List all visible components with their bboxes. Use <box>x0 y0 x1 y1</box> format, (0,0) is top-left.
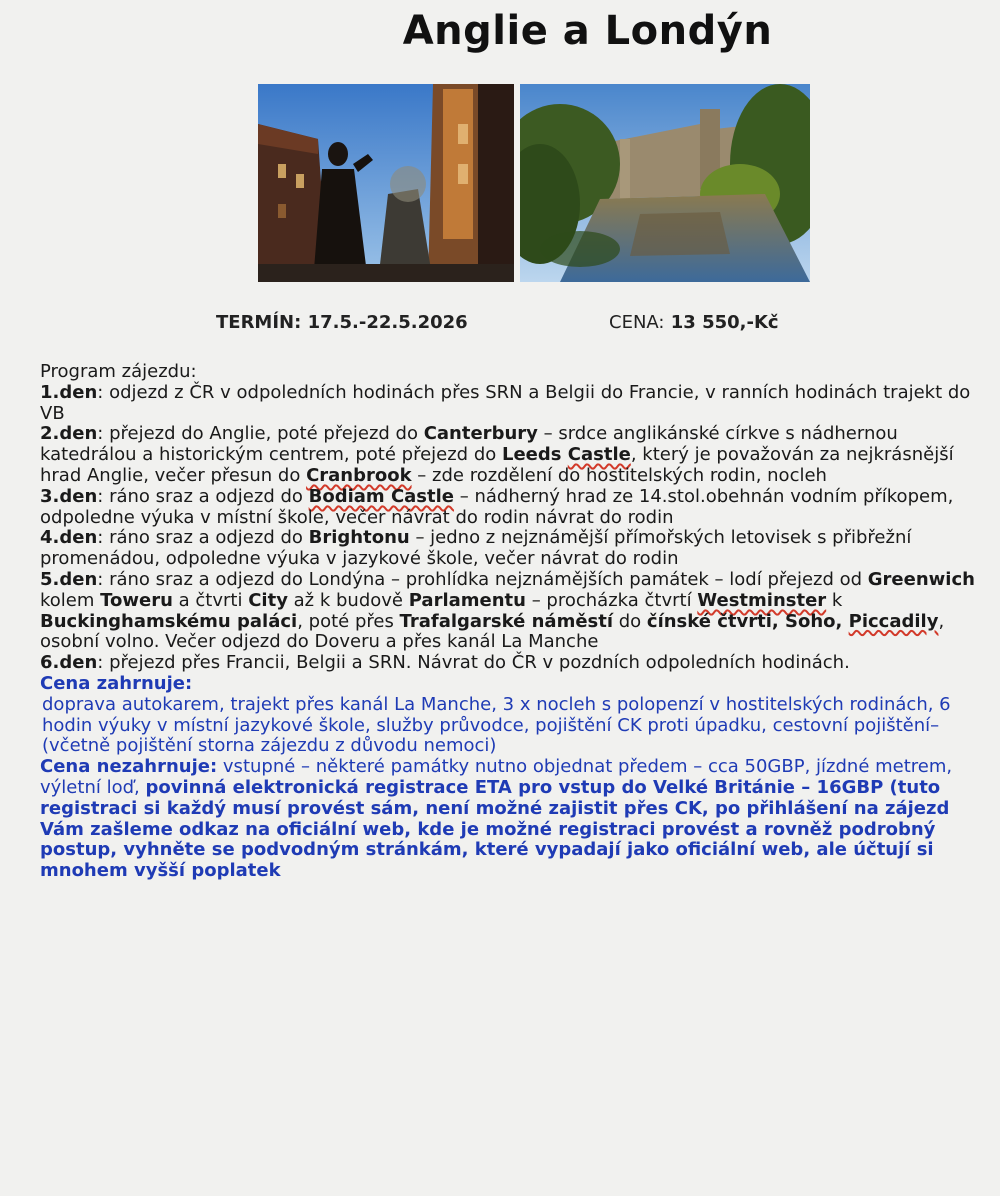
parlamentu: Parlamentu <box>408 589 526 611</box>
price-block <box>609 312 779 333</box>
includes-text: doprava autokarem, trajekt přes kanál La Manche, 3 x nocleh s polopenzí v hostitelských rodinách, 6 hodin výuky v místní jazykové škole, služby průvodce, pojištění CK proti úpadku, cestovní pojištění– (včetně pojištění storna zájezdu z důvodu nemoci) <box>42 693 951 757</box>
day-3-label: 3.den <box>40 485 98 507</box>
includes-heading: Cena zahrnuje: <box>40 672 193 694</box>
day-5-text-a: : ráno sraz a odjezd do Londýna – prohlídka nejznámějších památek – lodí přejezd od <box>97 568 868 590</box>
day-5-text-c: a čtvrti <box>172 589 249 611</box>
westminster: Westminster <box>697 589 827 611</box>
terms-row <box>216 312 990 333</box>
day-4-text-b: – jedno z nejznámější přímořských letovisek s přibřežní promenádou, odpoledne výuka v jazykové škole, večer návrat do rodin <box>40 527 912 570</box>
cena-value: 13 550,-Kč <box>670 312 779 333</box>
day-4-text-a: : ráno sraz a odjezd do <box>97 527 309 549</box>
day-5-text-h: do <box>613 610 647 632</box>
day-4-label: 4.den <box>40 527 98 549</box>
day-2-text-c: , který je považován za nejkrásnější hrad Anglie, večer přesun do <box>40 444 954 486</box>
day-5-text-g: , poté přes <box>297 610 400 632</box>
castle-river-photo <box>520 84 810 282</box>
day-6-text: : přejezd přes Francii, Belgii a SRN. Návrat do ČR v pozdních odpoledních hodinách. <box>97 652 850 674</box>
day-6 <box>40 653 990 674</box>
termin-label: TERMÍN: <box>216 312 302 333</box>
city: City <box>248 589 288 611</box>
page-title: Anglie a Londýn <box>402 8 773 54</box>
day-6-label: 6.den <box>40 652 98 674</box>
cena-label: CENA: <box>609 312 665 333</box>
day-2-text-d: – zde rozdělení do hostitelských rodin, nocleh <box>411 464 827 486</box>
day-5-label: 5.den <box>40 568 98 590</box>
buckingham: Buckinghamskému paláci <box>40 610 298 632</box>
program-section <box>40 362 990 882</box>
leeds: Leeds <box>502 444 568 466</box>
termin-value: 17.5.-22.5.2026 <box>307 312 468 333</box>
day-5-text-d: až k budově <box>287 589 409 611</box>
chinatown-soho: čínské čtvrti, Soho, <box>646 610 849 632</box>
day-5-text-i: , osobní volno. Večer odjezd do Doveru a přes kanál La Manche <box>40 610 945 653</box>
brighton: Brightonu <box>308 527 410 549</box>
day-1-label: 1.den <box>40 381 98 403</box>
greenwich: Greenwich <box>867 568 975 590</box>
program-heading: Program zájezdu: <box>40 361 197 382</box>
cranbrook: Cranbrook <box>306 464 412 486</box>
day-3-text-a: : ráno sraz a odjezd do <box>97 485 309 507</box>
toweru: Toweru <box>100 589 173 611</box>
day-1 <box>40 383 990 425</box>
day-5-text-e: – procházka čtvrtí <box>525 589 698 611</box>
eta-notice: povinná elektronická registrace ETA pro vstup do Velké Británie – 16GBP (tuto registraci si každý musí provést sám, není možné zajistit přes CK, po přihlášení na zájezd Vám zašleme odkaz na oficiální web, kde je možné registraci provést a rovněž podrobný postup, vyhněte se podvodným stránkám, které vypadají jako oficiální web, ale účtují si mnohem vyšší poplatek <box>40 776 950 882</box>
day-5-text-b: kolem <box>40 589 101 611</box>
day-2-label: 2.den <box>40 423 98 445</box>
piccadily: Piccadily <box>848 610 939 632</box>
excludes-text: vstupné – některé památky nutno objednat předem – cca 50GBP, jízdné metrem, výletní loď, <box>40 756 953 798</box>
day-2-text-a: : přejezd do Anglie, poté přejezd do <box>97 423 424 445</box>
day-3-text-b: – nádherný hrad ze 14.stol.obehnán vodním příkopem, odpoledne výuka v místní škole, večer návrat do rodin návrat do rodin <box>40 485 954 528</box>
excludes-block <box>40 757 990 882</box>
day-2-text-b: – srdce anglikánské církve s nádhernou katedrálou a historickým centrem, poté přejezd do <box>40 423 898 466</box>
day-5 <box>40 570 990 653</box>
excludes-heading: Cena nezahrnuje: <box>40 756 218 778</box>
day-3 <box>40 487 990 529</box>
london-street-photo <box>258 84 514 282</box>
bodiam-castle: Bodiam Castle <box>308 485 455 507</box>
day-1-text: : odjezd z ČR v odpoledních hodinách přes SRN a Belgii do Francie, v ranních hodinách trajekt do VB <box>40 381 971 424</box>
day-5-text-f: k <box>826 589 843 611</box>
day-2 <box>40 424 990 486</box>
canterbury: Canterbury <box>423 423 538 445</box>
leeds-castle: Castle <box>567 444 631 466</box>
day-4 <box>40 528 990 570</box>
trafalgar: Trafalgarské náměstí <box>399 610 614 632</box>
